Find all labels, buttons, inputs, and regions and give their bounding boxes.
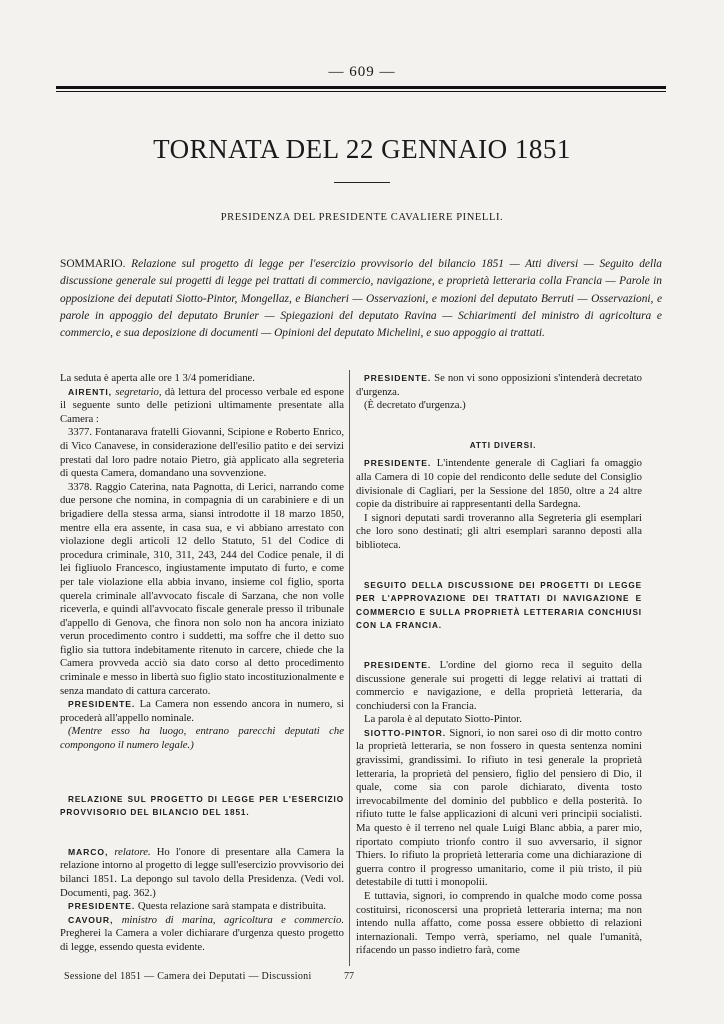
urgency-note: (È decretato d'urgenza.)	[364, 399, 466, 412]
airenti-paragraph	[60, 386, 344, 427]
paragraph-text: L'intendente generale di Cagliari fa omaggio alla Camera di 10 copie del rendiconto delle sedute del Consiglio divisionale di Cagliari, per la Sessione del 1850, oltre a 24 altre copie da distribuire ai rappresentanti della Sardegna.	[356, 457, 642, 511]
page-number: — 609 —	[328, 64, 396, 80]
title-divider	[334, 182, 390, 183]
deputies-note: I signori deputati sardi troveranno alla Segreteria gli esemplari che loro sono destinati; gli altri esemplari saranno deposti alla biblioteca.	[356, 511, 642, 551]
marco-paragraph	[60, 846, 344, 900]
speaker-role: segretario,	[115, 385, 162, 398]
page-title: TORNATA DEL 22 GENNAIO 1851	[153, 134, 571, 164]
speaker-role: ministro di marina, agricoltura e commercio.	[121, 913, 344, 926]
column-divider	[349, 370, 350, 966]
top-double-rule	[56, 86, 666, 92]
presidente-paragraph	[356, 457, 642, 511]
floor-note: La parola è al deputato Siotto-Pintor.	[364, 713, 522, 726]
footer-sheet-number: 77	[344, 971, 354, 982]
petition-3377: 3377. Fontanarava fratelli Giovanni, Scipione e Roberto Enrico, di Vico Canavese, in considerazione dell'esilio patito e dei servizi prestati dal loro padre notaio Pietro, già applicato alla segreteria di questa Camera, domandano una sovvenzione.	[60, 426, 344, 480]
section-heading-relazione: RELAZIONE SUL PROGETTO DI LEGGE PER L'ESERCIZIO PROVVISORIO DEL BILANCIO DEL 1851.	[60, 794, 344, 818]
page-footer	[64, 971, 354, 982]
paragraph-text: L'ordine del giorno reca il seguito della discussione generale sui progetti di legge relativi ai trattati di commercio e navigazione, e della proprietà letteraria, da conchiudersi con la Francia.	[356, 658, 642, 712]
stage-direction: (Mentre esso ha luogo, entrano parecchi deputati che compongono il numero legale.)	[60, 725, 344, 752]
presidente-paragraph	[60, 900, 344, 914]
speaker-name: SIOTTO-PINTOR.	[364, 727, 446, 738]
speaker-name: PRESIDENTE.	[364, 659, 432, 670]
speaker-name: AIRENTI,	[68, 386, 112, 397]
presidency-line: PRESIDENZA DEL PRESIDENTE CAVALIERE PINELLI.	[220, 212, 504, 223]
paragraph-text: Signori, io non sarei oso di dir motto contro la proprietà letteraria, se non fossero in questa sentenza nomini gravissimi, grandissimi. Io rifiuto in tesi generale la proprietà letteraria, la proprietà del pensiero, figlio del pensiero di Dio, il quale, come sia con parole dichiarato, diventa tosto irrevocabilmente del dominio del pubblico e della posterità. Io rifiuto tutte le false applicazioni di alcuni veri principii socialisti. Ma questo è il terreno nel quale Luigi Blanc abbia, a parer mio, riportato compiuto trionfo contro il suo avversario, il signor Thiers. Io rifiuto la proprietà letteraria come una dichiarazione di guerra contro il progresso umanitario, come il più tristo, il più detestabile di tutti i monopolii.	[356, 726, 642, 889]
siotto-pintor-paragraph	[356, 727, 642, 890]
paragraph-text: dà lettura del processo verbale ed espone il seguente sunto delle petizioni ultimamente presentate alla Camera :	[60, 385, 344, 425]
petition-3378: 3378. Raggio Caterina, nata Pagnotta, di Lerici, narrando come due persone che nomina, in compagnia di un carabiniere e di un brigadiere della stessa arma, siansi introdotte il 18 marzo 1850, mentre ella era assente, in casa sua, e vi abbiano arrestato con violazione degli articoli 12 dello Statuto, 51 del Codice di procedura criminale, 310, 311, 243, 244 del Codice penale, il di lei figliuolo Francesco, ingiustamente imputato di furto, e come per tale violazione ella abbia invano, insieme col figlio, sporta querela criminale all'avvocato fiscale di Sarzana, che non volle riceverla, e quindi all'avvocato fiscale generale presso il tribunale d'appello di Genova, che finora non solo non ha ancora iniziato verun procedimento contro i suddetti, ma soffre che il detto suo figlio sia tuttora indebitamente ritenuto in carcere, chiede che la Camera provveda acciò sia dato corso al detto procedimento criminale e messo in libertà suo figlio stato incostituzionalmente e senza mandato di cattura carcerato.	[60, 480, 344, 697]
paragraph-text: La Camera non essendo ancora in numero, si procederà all'appello nominale.	[60, 698, 345, 724]
presidente-paragraph	[356, 372, 642, 399]
summary-label: SOMMARIO.	[60, 258, 126, 270]
speaker-name: PRESIDENTE.	[68, 901, 136, 912]
paragraph-text: Se non vi sono opposizioni s'intenderà decretato d'urgenza.	[356, 372, 643, 398]
continuation-paragraph: E tuttavia, signori, io comprendo in qualche modo come possa costituirsi, riconoscersi una proprietà letteraria interna; ma non intendo nulla affatto, come possa essere obbietto di relazioni internazionali. Tempo verrà, speriamo, nel quale l'umanità, rifacendo un passo indietro farà, come	[356, 890, 642, 957]
right-column	[356, 372, 642, 958]
paragraph-text: Ho l'onore di presentare alla Camera la relazione intorno al progetto di legge sull'esercizio provvisorio dei bilanci 1851. La depongo sul tavolo della Presidenza. (Vedi vol. Documenti, pag. 362.)	[60, 845, 345, 899]
cavour-paragraph	[60, 914, 344, 955]
speaker-name: PRESIDENTE.	[68, 699, 136, 710]
summary	[60, 256, 662, 342]
left-column	[60, 372, 344, 955]
footer-session: Sessione del 1851 — Camera dei Deputati — Discussioni	[64, 971, 312, 982]
paragraph-text: Pregherei la Camera a voler dichiarare d'urgenza questo progetto di legge, essendo questa evidente.	[60, 927, 344, 953]
presidente-paragraph	[60, 698, 344, 725]
summary-text: Relazione sul progetto di legge per l'esercizio provvisorio del bilancio 1851 — Atti diversi — Seguito della discussione generale sui progetti di legge pei trattati di commercio, navigazione, e proprietà letteraria colla Francia — Parole in opposizione dei deputati Siotto-Pintor, Mongellaz, e Biancheri — Osservazioni, e mozioni del deputato Berruti — Osservazioni, e parole in appoggio del deputato Brunier — Spiegazioni del deputato Ravina — Schiarimenti del ministro di agricoltura e commercio, e sua deposizione di documenti — Opinioni del deputato Michelini, e suo appoggio ai trattati.	[60, 258, 662, 340]
presidente-paragraph	[356, 659, 642, 713]
speaker-name: PRESIDENTE.	[364, 373, 432, 383]
speaker-name: MARCO,	[68, 846, 109, 857]
speaker-role: relatore.	[114, 845, 151, 858]
speaker-name: PRESIDENTE.	[364, 458, 432, 469]
section-heading-atti: ATTI DIVERSI.	[469, 440, 537, 450]
section-heading-seguito: SEGUITO DELLA DISCUSSIONE DEI PROGETTI DI LEGGE PER L'APPROVAZIONE DEI TRATTATI DI NAVIGAZIONE E COMMERCIO E SULLA PROPRIETÀ LETTERARIA CONCHIUSI CON LA FRANCIA.	[356, 580, 642, 631]
opening-note: La seduta è aperta alle ore 1 3/4 pomeridiane.	[60, 372, 255, 384]
paragraph-text: Questa relazione sarà stampata e distribuita.	[137, 900, 327, 913]
speaker-name: CAVOUR,	[68, 914, 114, 925]
